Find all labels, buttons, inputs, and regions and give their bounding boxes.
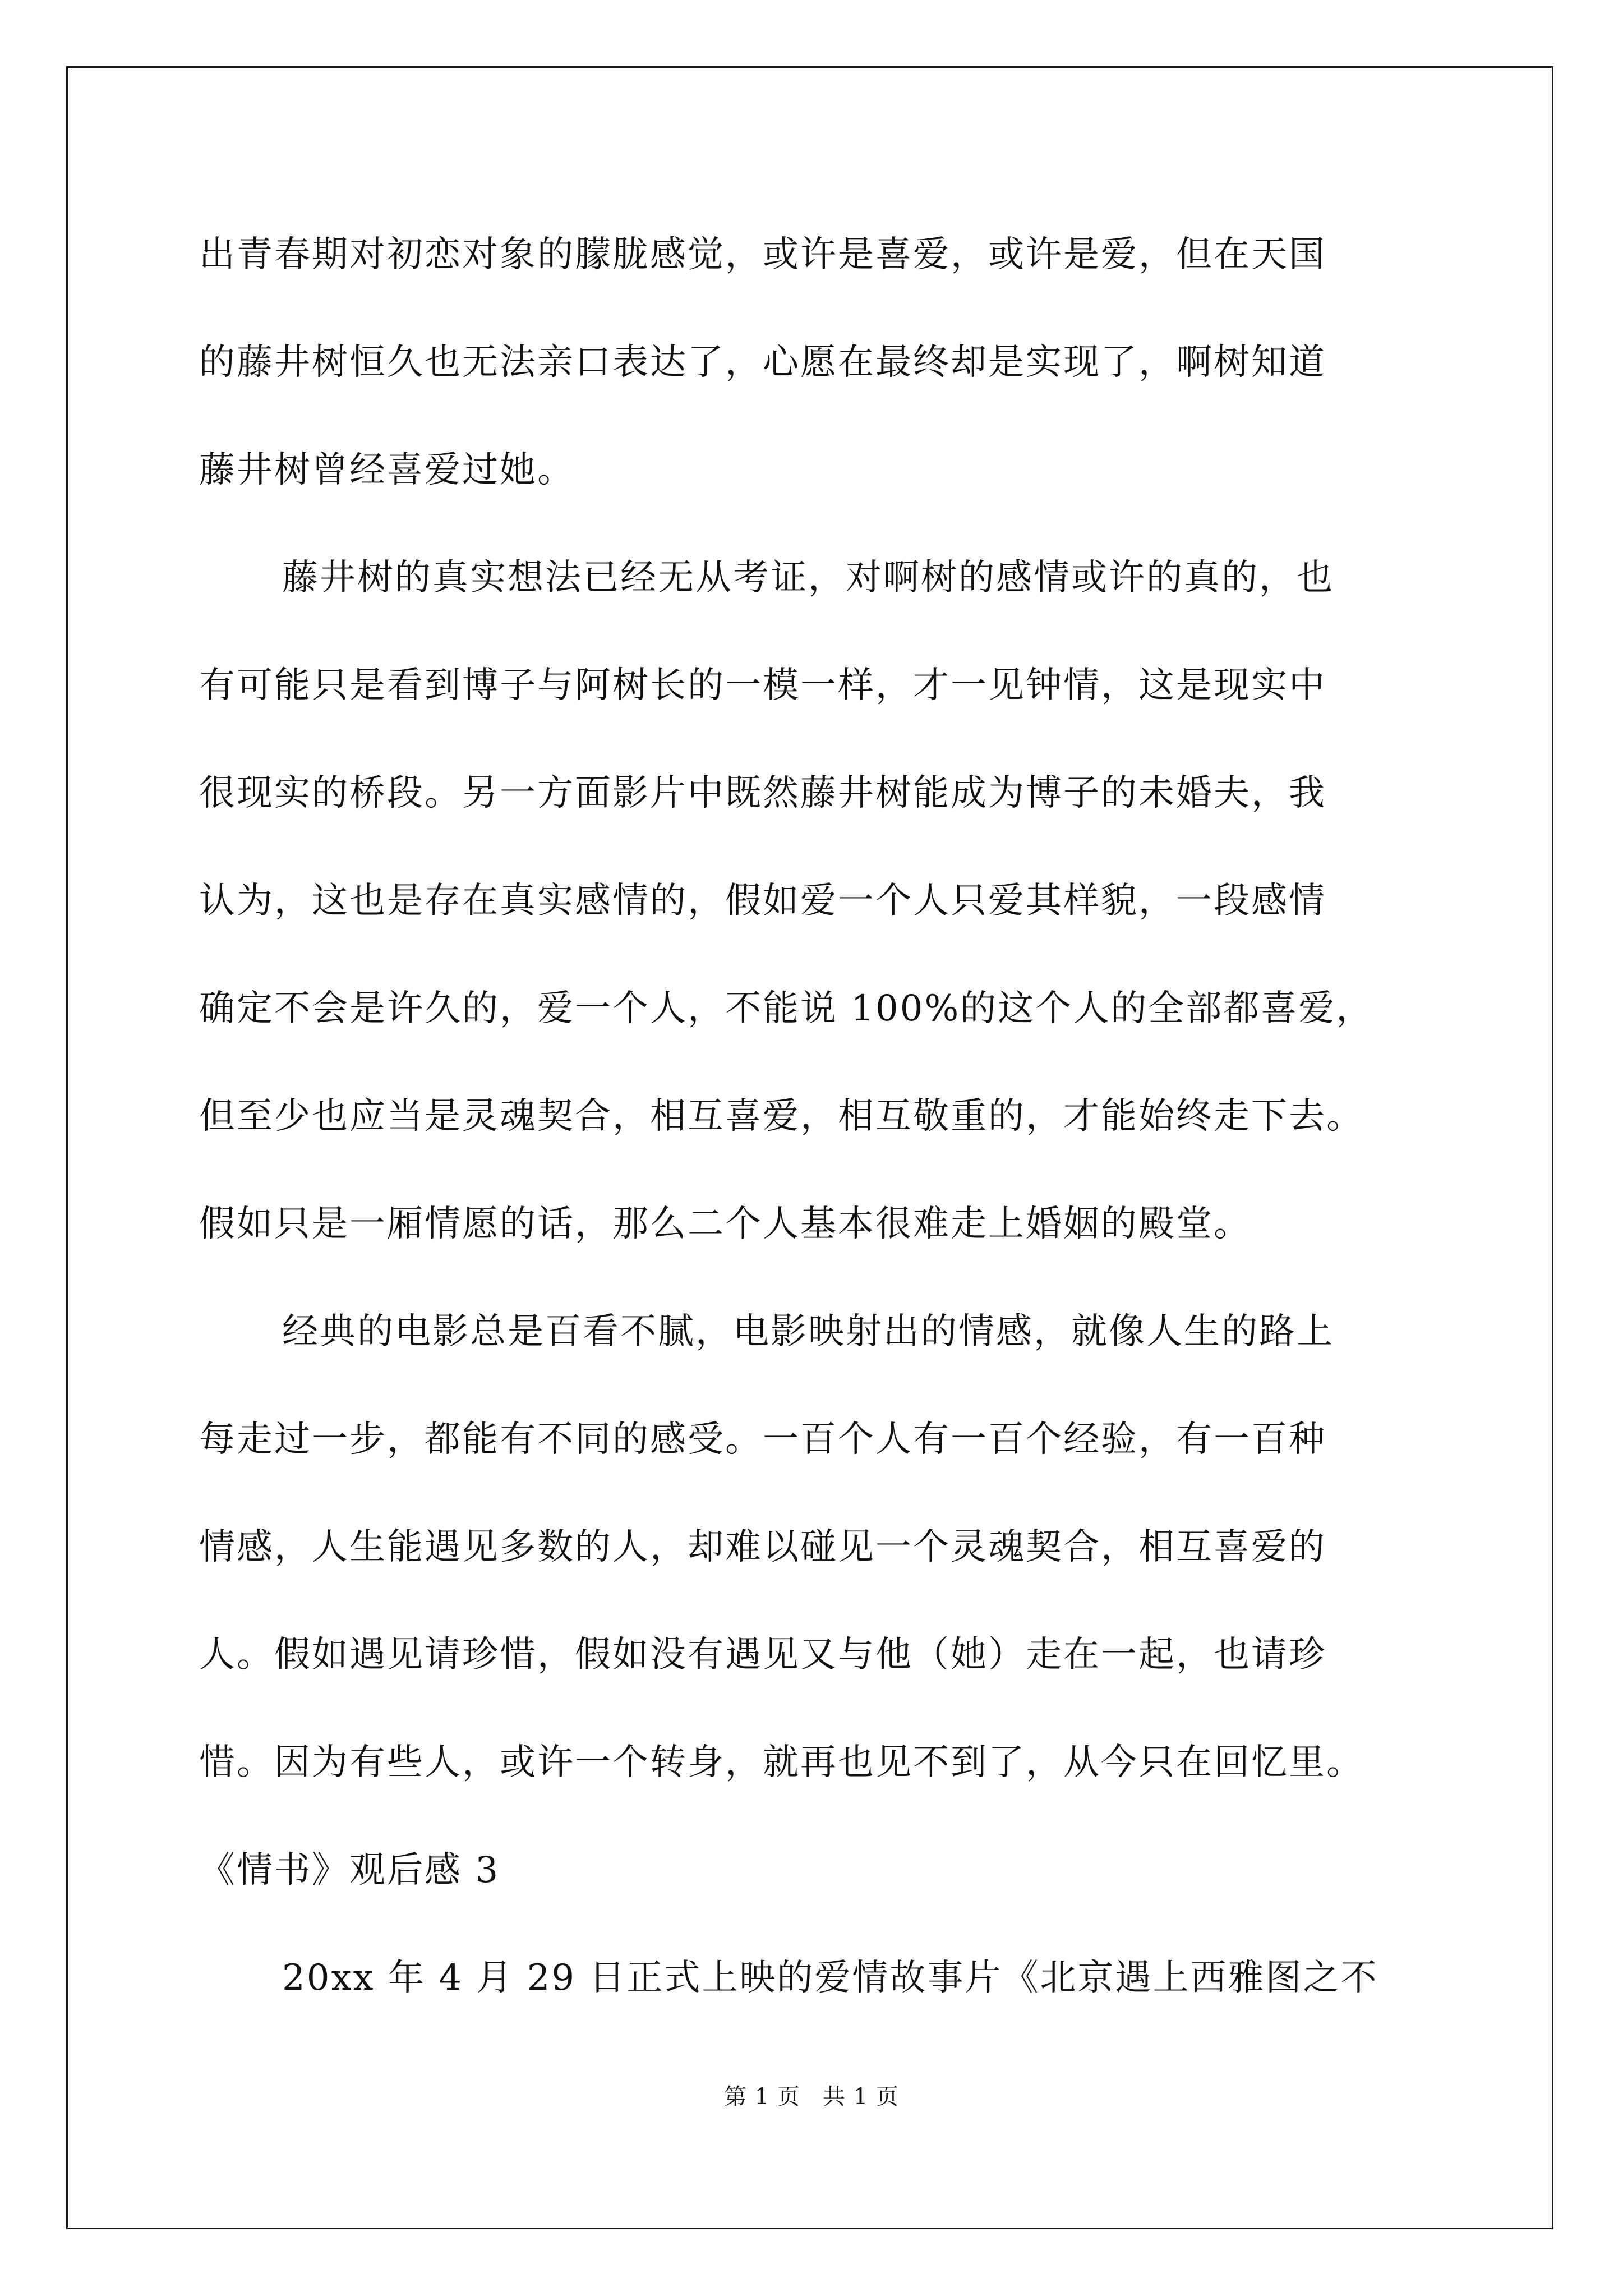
page-total: 共 1 页 (823, 2084, 899, 2110)
page-footer (0, 2079, 1623, 2111)
text-line: 每走过一步，都能有不同的感受。一百个人有一百个经验，有一百种 (199, 1419, 1326, 1460)
text-line: 但至少也应当是灵魂契合，相互喜爱，相互敬重的，才能始终走下去。 (199, 1096, 1364, 1137)
page-current: 第 1 页 (724, 2084, 800, 2110)
paragraph-start-line: 经典的电影总是百看不腻，电影映射出的情感，就像人生的路上 (282, 1311, 1334, 1352)
text-line: 惜。因为有些人，或许一个转身，就再也见不到了，从今只在回忆里。 (199, 1742, 1364, 1783)
text-line: 情感，人生能遇见多数的人，却难以碰见一个灵魂契合，相互喜爱的 (199, 1526, 1326, 1568)
text-line: 确定不会是许久的，爱一个人，不能说 100%的这个人的全部都喜爱， (199, 988, 1374, 1029)
text-line: 有可能只是看到博子与阿树长的一模一样，才一见钟情，这是现实中 (199, 665, 1326, 706)
text-line: 人。假如遇见请珍惜，假如没有遇见又与他（她）走在一起，也请珍 (199, 1634, 1326, 1676)
text-line: 藤井树曾经喜爱过她。 (199, 449, 575, 491)
paragraph-start-line: 20xx 年 4 月 29 日正式上映的爱情故事片《北京遇上西雅图之不 (282, 1957, 1378, 1999)
text-line: 出青春期对初恋对象的朦胧感觉，或许是喜爱，或许是爱，但在天国 (199, 234, 1326, 275)
text-line: 认为，这也是存在真实感情的，假如爱一个人只爱其样貌，一段感情 (199, 880, 1326, 922)
text-line: 的藤井树恒久也无法亲口表达了，心愿在最终却是实现了，啊树知道 (199, 342, 1326, 383)
section-heading: 《情书》观后感 3 (199, 1849, 500, 1891)
document-body (199, 219, 1433, 2050)
text-line: 很现实的桥段。另一方面影片中既然藤井树能成为博子的未婚夫，我 (199, 772, 1326, 814)
text-line: 假如只是一厢情愿的话，那么二个人基本很难走上婚姻的殿堂。 (199, 1203, 1251, 1245)
paragraph-start-line: 藤井树的真实想法已经无从考证，对啊树的感情或许的真的，也 (282, 557, 1334, 599)
